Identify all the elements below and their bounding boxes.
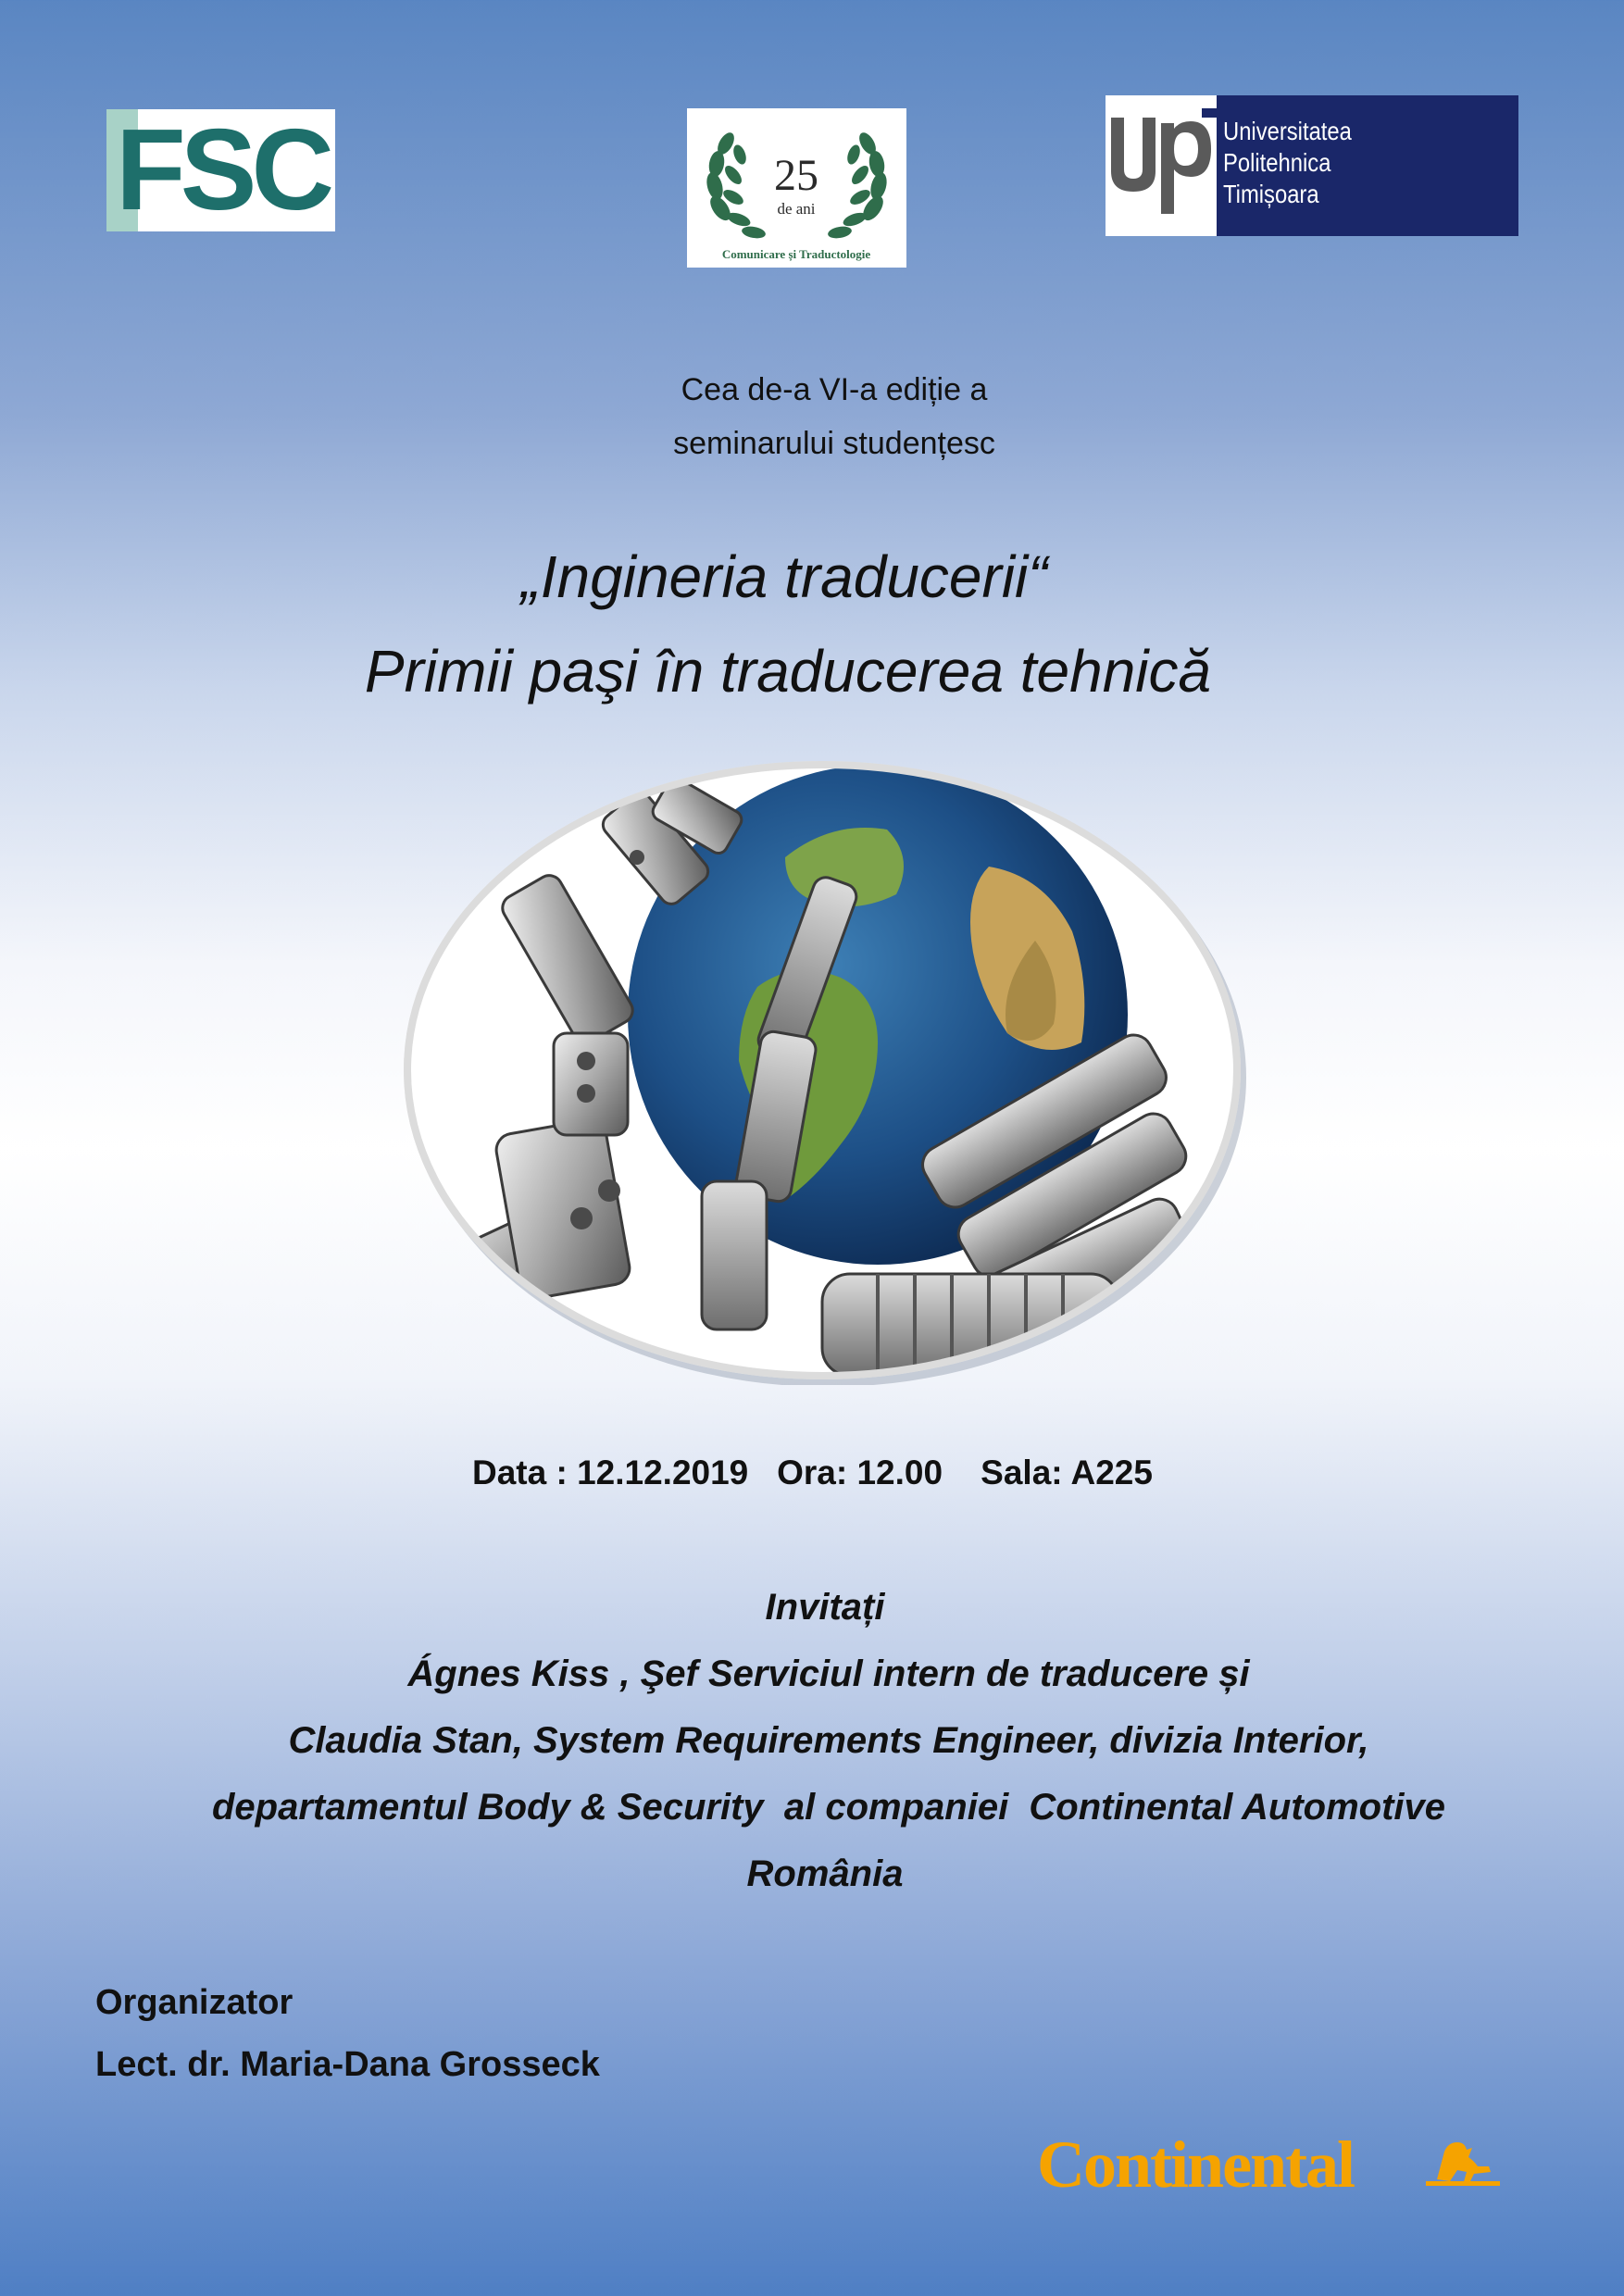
upt-line-1: Universitatea <box>1223 117 1352 145</box>
seminar-title <box>0 530 1624 718</box>
guests-line-2: Claudia Stan, System Requirements Engineer, divizia Interior, <box>288 1720 1369 1761</box>
title-line-2: Primii paşi în traducerea tehnică <box>364 638 1212 705</box>
intro-line-2: seminarului studențesc <box>673 426 995 461</box>
guests-section <box>0 1574 1624 1907</box>
continental-logo-text: Continental <box>1037 2129 1355 2202</box>
organizer-section <box>95 1972 600 2096</box>
fsc-logo-text: FSC <box>116 109 329 231</box>
organizer-label: Organizator <box>95 1983 294 2022</box>
anniversary-number: 25 <box>774 151 818 200</box>
upt-mark-icon <box>1106 95 1217 236</box>
event-details: Data : 12.12.2019 Ora: 12.00 Sala: A225 <box>472 1454 1153 1491</box>
intro-text <box>0 363 1624 470</box>
horse-icon <box>1426 2142 1500 2186</box>
guests-line-1: Ágnes Kiss , Şef Serviciul intern de traducere și <box>407 1653 1250 1694</box>
title-line-1: „Ingineria traducerii“ <box>520 543 1048 610</box>
guests-line-4: România <box>746 1853 904 1894</box>
upt-line-3: Timișoara <box>1223 180 1319 208</box>
upt-name <box>1223 116 1352 210</box>
organizer-name: Lect. dr. Maria-Dana Grosseck <box>95 2045 600 2084</box>
guests-heading: Invitați <box>765 1587 885 1628</box>
guests-line-3: departamentul Body & Security al companiei Continental Automotive <box>211 1787 1446 1828</box>
continental-logo <box>1037 2129 1500 2203</box>
intro-line-1: Cea de-a VI-a ediție a <box>681 372 988 407</box>
fsc-logo <box>106 109 335 231</box>
anniversary-sub: de ani <box>777 200 816 218</box>
anniversary-logo <box>687 108 906 268</box>
upt-line-2: Politehnica <box>1223 148 1331 177</box>
anniversary-caption: Comunicare și Traductologie <box>721 247 871 261</box>
upt-logo <box>1106 95 1518 236</box>
robot-globe-image <box>396 755 1248 1385</box>
